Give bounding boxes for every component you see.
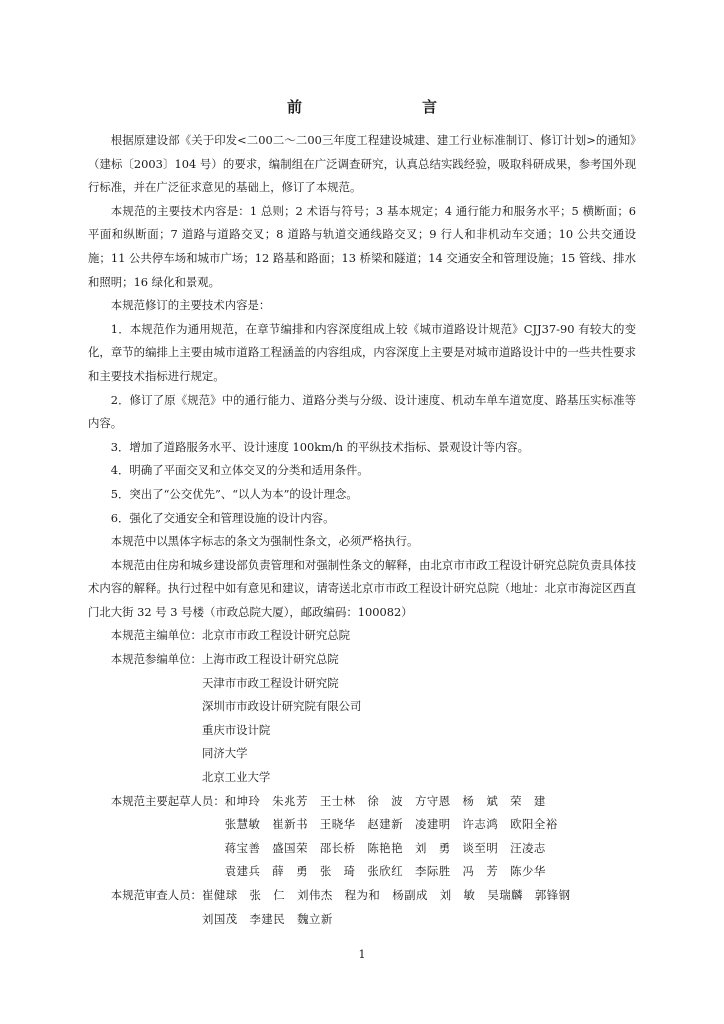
drafters-line: 蒋宝善 盛国荣 邵长桥 陈艳艳 刘 勇 谈至明 汪凌志 <box>224 840 546 855</box>
mandatory-clause-note: 本规范中以黑体字标志的条文为强制性条文，必须严格执行。 <box>110 534 419 549</box>
main-content-paragraph: 本规范的主要技术内容是：1 总则；2 术语与符号；3 基本规定；4 通行能力和服务水平；5 横断面；6 平面和纵断面；7 道路与道路交叉；8 道路与轨道交通线路交叉；9 行人和非机动车交通；10 公共交通设施；11 公共停车场和城市广场；12 路基和路面；13 桥梁和隧道；14 交通安全和管理设施；15 管线、排水和照明；16 绿化和景观。 <box>88 203 636 289</box>
co-editors-list <box>202 648 636 790</box>
intro-paragraph: 根据原建设部《关于印发<二00二～二00三年度工程建设城建、建工行业标准制订、修订计划>的通知》（建标〔2003〕104 号）的要求，编制组在广泛调查研究，认真总结实践经验，吸取科研成果，参考国外现行标准，并在广泛征求意见的基础上，修订了本规范。 <box>88 133 636 195</box>
co-editor-item: 同济大学 <box>201 746 248 761</box>
revision-item-3: 3．增加了道路服务水平、设计速度 100km/h 的平纵技术指标、景观设计等内容。 <box>110 439 530 454</box>
preface-page <box>88 96 636 931</box>
chief-editor-label: 本规范主编单位： <box>110 628 202 643</box>
co-editors-row <box>88 648 636 790</box>
drafters-list <box>225 790 558 884</box>
reviewers-row <box>88 884 636 931</box>
reviewers-line: 刘国茂 李建民 魏立新 <box>201 911 333 926</box>
drafters-line: 和坤玲 朱兆芳 王士林 徐 波 方守恩 杨 斌 荣 建 <box>224 793 546 808</box>
page-number: 1 <box>358 948 366 961</box>
page-title: 前 言 <box>286 98 467 116</box>
co-editor-item: 上海市政工程设计研究总院 <box>201 652 339 667</box>
drafters-line: 张慧敏 崔新书 王晓华 赵建新 凌建明 许志鸿 欧阳全裕 <box>224 817 558 832</box>
co-editor-item: 深圳市市政设计研究院有限公司 <box>201 699 362 714</box>
reviewers-label: 本规范审查人员： <box>110 888 202 902</box>
revision-item-1: 1．本规范作为通用规范，在章节编排和内容深度组成上较《城市道路设计规范》CJJ37-90 有较大的变化，章节的编排上主要由城市道路工程涵盖的内容组成，内容深度上主要是对城市道路设计中的一些共性要求和主要技术指标进行规定。 <box>88 321 636 383</box>
drafters-line: 袁建兵 薛 勇 张 琦 张欣红 李际胜 冯 芳 陈少华 <box>224 864 546 879</box>
revision-heading: 本规范修订的主要技术内容是： <box>110 298 271 313</box>
revision-item-4: 4．明确了平面交叉和立体交叉的分类和适用条件。 <box>110 463 369 478</box>
co-editors-label: 本规范参编单位： <box>110 652 202 667</box>
drafters-row <box>88 790 636 884</box>
reviewers-line: 崔健球 张 仁 刘伟杰 程为和 杨副成 刘 敏 吴瑞麟 郭锋钢 <box>201 888 571 902</box>
chief-editor-row <box>88 624 636 648</box>
revision-item-6: 6．强化了交通安全和管理设施的设计内容。 <box>110 510 335 525</box>
reviewers-list <box>202 884 571 931</box>
management-paragraph: 本规范由住房和城乡建设部负责管理和对强制性条文的解释，由北京市市政工程设计研究总院负责具体技术内容的解释。执行过程中如有意见和建议，请寄送北京市市政工程设计研究总院（地址：北京市海淀区西直门北大街 32 号 3 号楼（市政总院大厦），邮政编码：100082） <box>88 557 636 619</box>
chief-editor-value: 北京市市政工程设计研究总院 <box>201 628 351 643</box>
co-editor-item: 天津市市政工程设计研究院 <box>201 675 339 690</box>
revision-item-5: 5．突出了“公交优先”、“以人为本”的设计理念。 <box>110 486 358 501</box>
revision-item-2: 2．修订了原《规范》中的通行能力、道路分类与分级、设计速度、机动车单车道宽度、路基压实标准等内容。 <box>88 392 636 431</box>
co-editor-item: 重庆市设计院 <box>201 722 271 737</box>
drafters-label: 本规范主要起草人员： <box>110 793 225 808</box>
co-editor-item: 北京工业大学 <box>201 770 271 785</box>
